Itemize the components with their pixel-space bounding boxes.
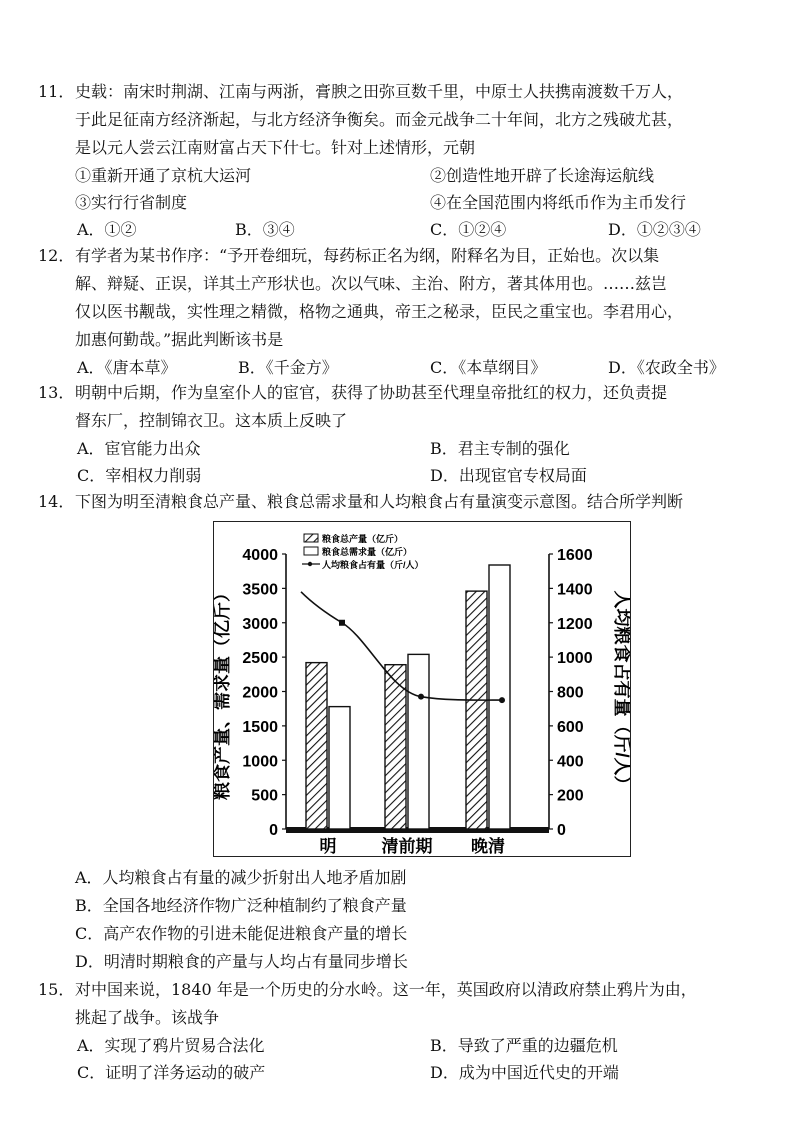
- y2-tick-label: 1400: [557, 581, 593, 599]
- question-12: [38, 242, 758, 381]
- per-capita-point: [339, 620, 345, 626]
- question-14-options: [38, 864, 758, 976]
- question-number: 15．: [38, 980, 75, 999]
- stem-line: 有学者为某书作序：“予开卷细玩，每药标正名为纲，附释名为目，正始也。次以集: [75, 246, 660, 265]
- x-tick-label: 明: [319, 837, 337, 856]
- statement-row: [38, 189, 758, 216]
- y-tick-label: 3000: [242, 615, 278, 633]
- question-number: 14．: [38, 492, 75, 511]
- per-capita-point: [499, 697, 505, 703]
- stem-line: 明朝中后期，作为皇室仆人的宦官，获得了协助甚至代理皇帝批红的权力，还负责提: [75, 383, 668, 402]
- option-d[interactable]: D．《农政全书》: [608, 358, 725, 377]
- chart-svg: [214, 522, 630, 856]
- options-row: [38, 354, 758, 381]
- bar-demand: [329, 707, 350, 829]
- option-c[interactable]: C．①②④: [430, 220, 507, 239]
- option-b[interactable]: B．全国各地经济作物广泛种植制约了粮食产量: [75, 896, 407, 915]
- statement-2: ②创造性地开辟了长途海运航线: [430, 166, 655, 185]
- statement-4: ④在全国范围内将纸币作为主币发行: [430, 193, 687, 212]
- y-tick-label: 1500: [242, 718, 278, 736]
- grain-chart: [213, 521, 631, 857]
- question-14: [38, 488, 758, 516]
- option-a[interactable]: A．人均粮食占有量的减少折射出人地矛盾加剧: [75, 868, 407, 887]
- y-tick-label: 1000: [242, 753, 278, 771]
- x-tick-label: 清前期: [381, 837, 433, 856]
- y2-tick-label: 600: [557, 718, 584, 736]
- y-tick-label: 2500: [242, 650, 278, 668]
- stem-line: 于此足征南方经济渐起，与北方经济争衡矣。而金元战争二十年间，北方之残破尤甚，: [75, 110, 684, 129]
- option-c[interactable]: C．证明了洋务运动的破产: [77, 1063, 266, 1082]
- y2-tick-label: 1200: [557, 615, 593, 633]
- y-tick-label: 500: [251, 787, 278, 805]
- bar-production: [385, 665, 406, 829]
- stem-line: 督东厂，控制锦衣卫。这本质上反映了: [75, 411, 348, 430]
- y2-tick-label: 200: [557, 787, 584, 805]
- per-capita-point: [418, 694, 424, 700]
- stem-line: 解、辩疑、正误，详其土产形状也。次以气味、主治、附方，著其体用也。……兹岂: [75, 274, 668, 293]
- stem-line: 史载：南宋时荆湖、江南与两浙，膏腴之田弥亘数千里，中原士人扶携南渡数千万人，: [75, 82, 684, 101]
- bar-demand: [489, 565, 510, 829]
- option-a[interactable]: A．宦官能力出众: [77, 439, 201, 458]
- y-tick-label: 2000: [242, 684, 278, 702]
- question-number: 12．: [38, 246, 75, 265]
- options-row: [38, 435, 758, 462]
- option-b[interactable]: B．导致了严重的边疆危机: [430, 1036, 618, 1055]
- option-c[interactable]: C．《本草纲目》: [430, 358, 547, 377]
- option-a[interactable]: A．实现了鸦片贸易合法化: [77, 1036, 265, 1055]
- bar-demand: [408, 654, 429, 829]
- y2-tick-label: 0: [557, 822, 566, 839]
- option-d[interactable]: D．明清时期粮食的产量与人均占有量同步增长: [75, 952, 408, 971]
- x-tick-label: 晚清: [471, 837, 505, 856]
- y-tick-label: 4000: [242, 547, 278, 564]
- option-b[interactable]: B．③④: [235, 220, 295, 239]
- bar-production: [306, 663, 327, 829]
- option-d[interactable]: D．成为中国近代史的开端: [430, 1063, 619, 1082]
- options-row: [38, 1059, 758, 1086]
- legend-label-production: 粮食总产量（亿斤）: [322, 534, 404, 544]
- bar-production: [466, 591, 487, 829]
- stem-line: 仅以医书觏哉，实性理之精微，格物之通典，帝王之秘录，臣民之重宝也。李君用心，: [75, 302, 684, 321]
- statement-1: ①重新开通了京杭大运河: [75, 166, 252, 185]
- stem-line: 对中国来说，1840 年是一个历史的分水岭。这一年，英国政府以清政府禁止鸦片为由，: [75, 980, 697, 999]
- y2-axis-label: 人均粮食占有量（斤/人）: [612, 590, 630, 794]
- option-c[interactable]: C．高产农作物的引进未能促进粮食产量的增长: [75, 924, 408, 943]
- legend-swatch-demand: [304, 547, 318, 555]
- question-15: [38, 976, 758, 1086]
- legend-label-demand: 粮食总需求量（亿斤）: [322, 547, 413, 557]
- legend-marker-per-capita: [308, 562, 312, 566]
- options-row: [38, 1032, 758, 1059]
- y-tick-label: 3500: [242, 581, 278, 599]
- question-13: [38, 379, 758, 489]
- statement-3: ③实行行省制度: [75, 193, 188, 212]
- option-b[interactable]: B．《千金方》: [238, 358, 338, 377]
- legend: [302, 533, 424, 570]
- question-number: 13．: [38, 383, 75, 402]
- y-axis-label: 粮食产量、需求量（亿斤）: [214, 584, 232, 800]
- y2-tick-label: 1000: [557, 650, 593, 668]
- option-d[interactable]: D．出现宦官专权局面: [430, 466, 587, 485]
- y2-tick-label: 800: [557, 684, 584, 702]
- y2-tick-label: 1600: [557, 547, 593, 564]
- stem-line: 挑起了战争。该战争: [75, 1008, 220, 1027]
- option-d[interactable]: D．①②③④: [608, 220, 701, 239]
- option-a[interactable]: A．《唐本草》: [77, 358, 177, 377]
- stem-line: 加惠何勤哉。”据此判断该书是: [75, 330, 284, 349]
- options-row: [38, 462, 758, 489]
- legend-label-per-capita: 人均粮食占有量（斤/人）: [322, 560, 424, 570]
- legend-swatch-production: [304, 534, 318, 542]
- y-tick-label: 0: [269, 822, 278, 839]
- y2-tick-label: 400: [557, 753, 584, 771]
- question-11: [38, 78, 758, 243]
- options-row: [38, 216, 758, 243]
- option-b[interactable]: B．君主专制的强化: [430, 439, 570, 458]
- stem-line: 是以元人尝云江南财富占天下什七。针对上述情形，元朝: [75, 138, 476, 157]
- stem-line: 下图为明至清粮食总产量、粮食总需求量和人均粮食占有量演变示意图。结合所学判断: [75, 492, 684, 511]
- question-number: 11．: [38, 82, 75, 101]
- statement-row: [38, 162, 758, 189]
- option-c[interactable]: C．宰相权力削弱: [77, 466, 202, 485]
- option-a[interactable]: A．①②: [77, 220, 137, 239]
